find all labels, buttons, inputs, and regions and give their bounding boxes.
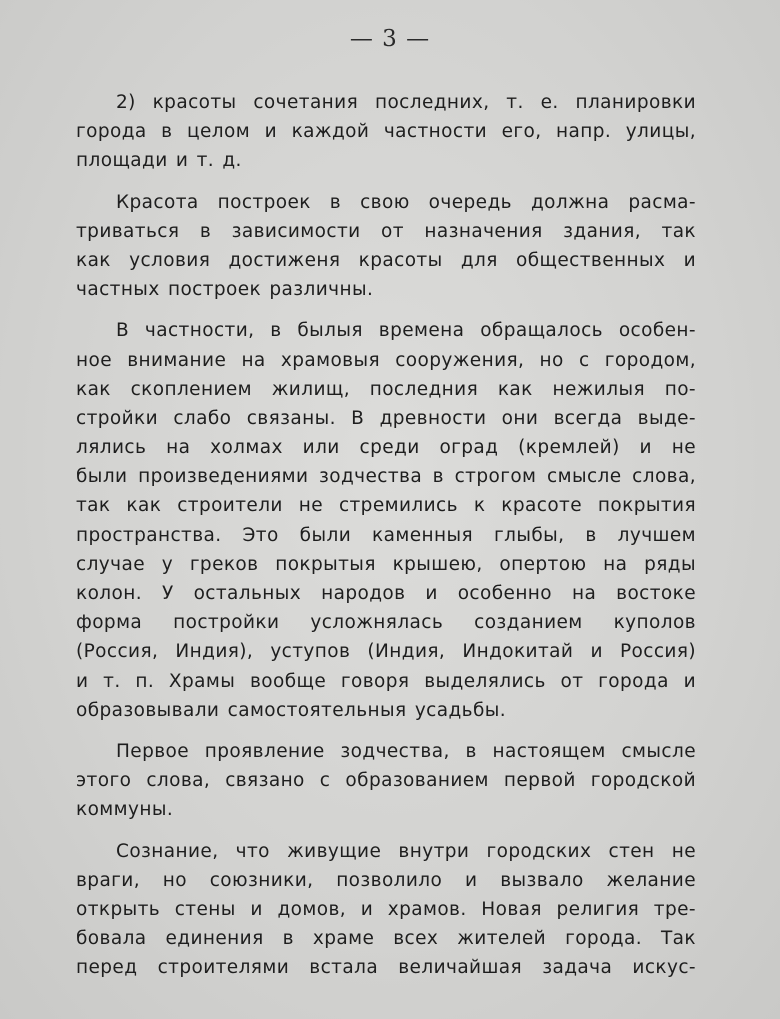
text-line: частных построек различны. — [76, 279, 374, 301]
text-line: стройки слабо связаны. В древности они всегда выде- — [76, 407, 696, 429]
text-line: этого слова, связано с образованием первой городской — [76, 770, 696, 792]
text-line: Первое проявление зодчества, в настоящем смысле — [116, 740, 696, 762]
text-line: площади и т. д. — [76, 150, 242, 172]
text-line: колон. У остальных народов и особенно на востоке — [76, 583, 696, 604]
text-line: враги, но союзники, позволило и вызвало желание — [76, 869, 696, 891]
paragraph-4 — [76, 737, 696, 825]
paragraph-3 — [76, 316, 696, 725]
text-line: открыть стены и домов, и храмов. Новая религия тре- — [76, 898, 696, 920]
paragraph-2 — [76, 188, 696, 305]
text-line: (Россия, Индия), уступов (Индия, Индокитай и Россия) — [76, 641, 696, 663]
body-text — [76, 88, 696, 994]
text-line: 2) красоты сочетания последних, т. е. планировки — [116, 92, 696, 113]
text-line: как скоплением жилищ, последния как нежилыя по- — [76, 378, 696, 400]
text-line: Красота построек в свою очередь должна расма- — [116, 191, 696, 213]
paragraph-1 — [76, 88, 696, 176]
paragraph-5 — [76, 837, 696, 983]
text-line: ное внимание на храмовыя сооружения, но с городом, — [76, 349, 696, 371]
text-line: случае у греков покрытыя крышею, опертою на ряды — [76, 553, 696, 575]
text-line: В частности, в былыя времена обращалось особен- — [116, 320, 696, 342]
text-line: форма постройки усложнялась созданием куполов — [76, 612, 696, 634]
text-line: как условия достиженя красоты для общественных и — [76, 249, 696, 271]
text-line: бовала единения в храме всех жителей города. Так — [76, 928, 696, 950]
page-number: — 3 — — [349, 26, 431, 52]
text-line: лялись на холмах или среди оград (кремлей) и не — [76, 437, 696, 459]
text-line: перед строителями встала величайшая задача искус- — [76, 957, 696, 979]
text-line: и т. п. Храмы вообще говоря выделялись от города и — [76, 670, 696, 692]
text-line: были произведениями зодчества в строгом смысле слова, — [76, 466, 696, 488]
text-line: так как строители не стремились к красоте покрытия — [76, 495, 696, 517]
text-line: пространства. Это были каменныя глыбы, в лучшем — [76, 524, 696, 546]
text-line: города в целом и каждой частности его, напр. улицы, — [76, 121, 696, 143]
text-line: образовывали самостоятельныя усадьбы. — [76, 699, 507, 721]
text-line: коммуны. — [76, 799, 174, 821]
text-line: Сознание, что живущие внутри городских стен не — [116, 840, 696, 862]
text-line: триваться в зависимости от назначения здания, так — [76, 220, 696, 242]
